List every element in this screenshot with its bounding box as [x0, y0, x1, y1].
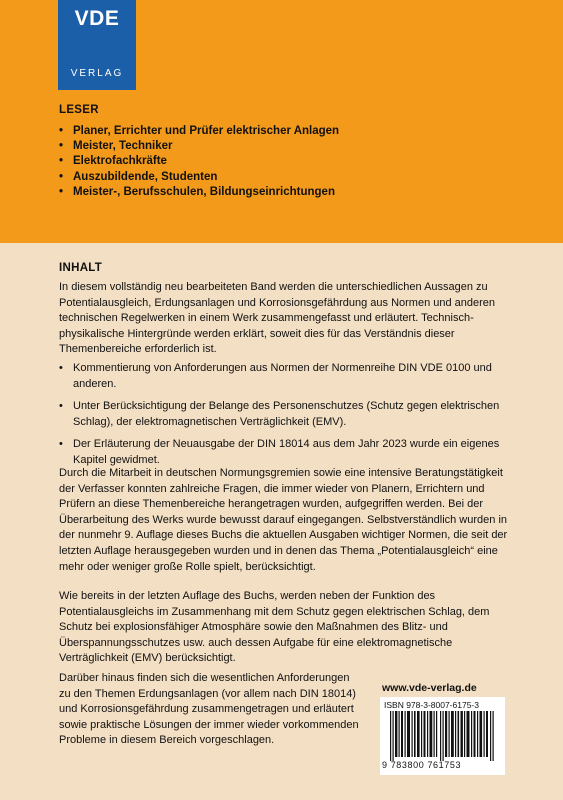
list-item: • Meister, Techniker: [59, 139, 339, 154]
list-item: • Meister-, Berufsschulen, Bildungseinrichtungen: [59, 185, 339, 200]
list-item: • Auszubildende, Studenten: [59, 170, 339, 185]
inhalt-heading: INHALT: [59, 262, 103, 274]
list-item: • Elektrofachkräfte: [59, 154, 339, 169]
leser-list: [59, 124, 339, 200]
barcode-icon: [388, 711, 498, 761]
barcode-digits: 9 783800 761753: [382, 760, 462, 770]
list-item: • Der Erläuterung der Neuausgabe der DIN 18014 aus dem Jahr 2023 wurde ein eigenes Kapitel gewidmet.: [59, 437, 509, 468]
leser-heading: LESER: [59, 104, 99, 116]
logo-wordmark: VDE: [74, 7, 120, 30]
barcode-box: [380, 697, 505, 775]
intro-paragraph: In diesem vollständig neu bearbeiteten Band werden die unterschiedlichen Aussagen zu Potentialausgleich, Erdungsanlagen und Korrosionsgefährdung aus Normen und anderen technischen Regelwerken in einem Werk zusammengefasst und erläutert. Technisch-physikalische Hintergründe werden erklärt, soweit dies für das Verständnis dieser Themenbereiche erforderlich ist.: [59, 281, 496, 356]
paragraph-3: Wie bereits in der letzten Auflage des Buchs, werden neben der Funktion des Potentialausgleichs im Zusammenhang mit dem Schutz gegen elektrischen Schlag, dem Schutz bei explosionsfähiger Atmosphäre sowie den Maßnahmen des Blitz- und Überspannungsschutzes usw. auch dessen Aufgabe für eine elektromagnetische Verträglichkeit (EMV) berücksichtigt.: [59, 590, 490, 665]
list-item: • Planer, Errichter und Prüfer elektrischer Anlagen: [59, 124, 339, 139]
list-item: • Unter Berücksichtigung der Belange des Personenschutzes (Schutz gegen elektrischen Schlag), der elektromagnetischen Verträglichkeit (EMV).: [59, 399, 509, 430]
paragraph-2: Durch die Mitarbeit in deutschen Normungsgremien sowie eine intensive Beratungstätigkeit der Verfasser konnten zahlreiche Fragen, die immer wieder von Planern, Errichtern und Prüfern an diese Themenbereiche herangetragen wurden, aufgegriffen werden. Bei der Überarbeitung des Werks wurde bewusst darauf eingegangen. Selbstverständlich wurden in der nunmehr 9. Auflage dieses Buchs die aktuellen Ausgaben wichtiger Normen, die seit der letzten Auflage herausgegeben wurden und in denen das Thema „Potentialausgleich“ eine mehr oder weniger große Rolle spielt, berücksichtigt.: [59, 467, 508, 573]
list-item: • Kommentierung von Anforderungen aus Normen der Normenreihe DIN VDE 0100 und anderen.: [59, 361, 509, 392]
isbn-label: ISBN 978-3-8007-6175-3: [384, 700, 479, 710]
vde-verlag-logo: [58, 0, 136, 90]
inhalt-bullets: [59, 361, 509, 476]
logo-subtitle: VERLAG: [70, 68, 124, 79]
publisher-url[interactable]: www.vde-verlag.de: [382, 682, 477, 694]
paragraph-4: Darüber hinaus finden sich die wesentlichen Anforderungen zu den Themen Erdungsanlagen (vor allem nach DIN 18014) und Korrosionsgefährdung zusammengetragen und erläutert sowie praktische Lösungen der immer wieder vorkommenden Probleme in diesem Bereich vorgeschlagen.: [59, 672, 359, 747]
